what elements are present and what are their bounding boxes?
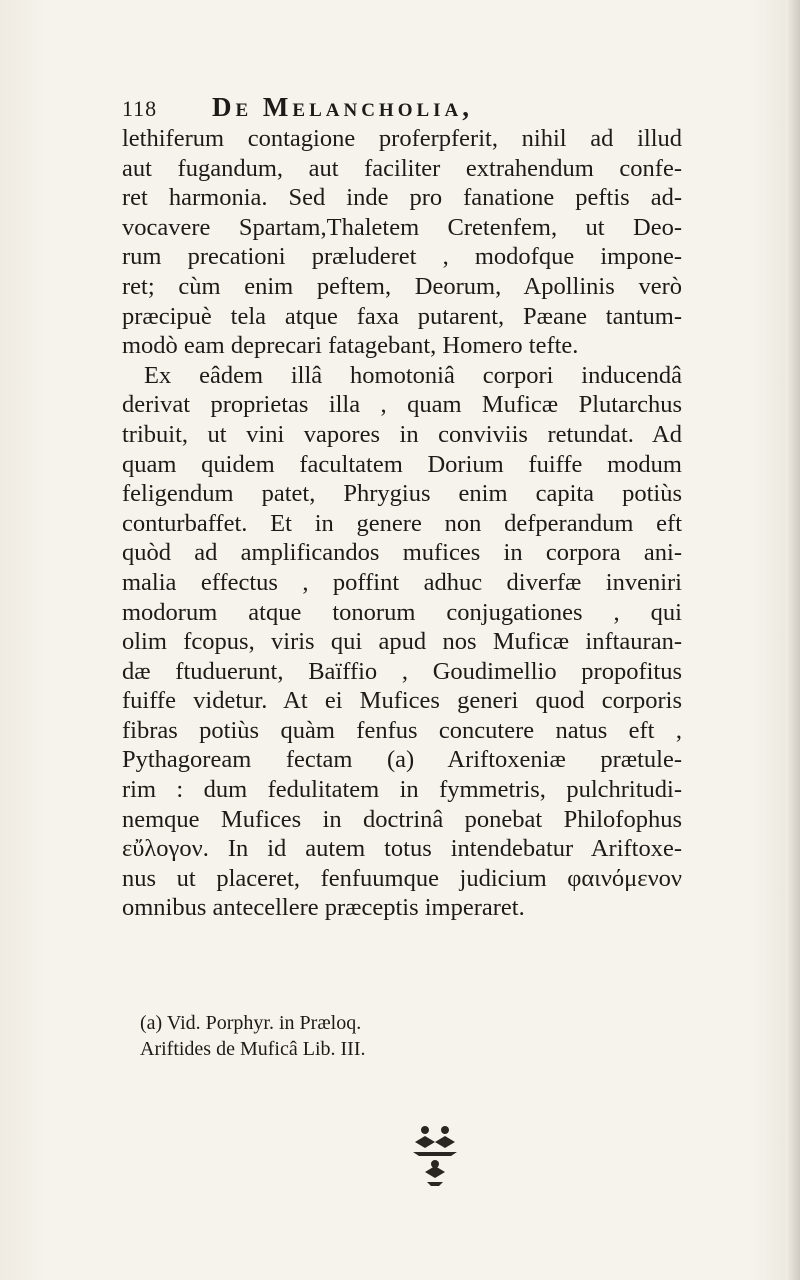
text-line: tribuit, ut vini vapores in conviviis retundat. Ad [122,420,682,448]
text-line: quòd ad amplificandos mufices in corpora ani- [122,539,682,567]
text-line: modò eam deprecari fatagebant, Homero tefte. [122,332,579,360]
text-line: nemque Mufices in doctrinâ ponebat Philofophus [122,805,682,833]
footnote [140,1010,660,1062]
text-line: omnibus antecellere præceptis imperaret. [122,894,525,922]
text-line: Ex eâdem illâ homotoniâ corpori inducendâ [144,361,682,389]
text-line: fuiffe videtur. At ei Mufices generi quod corporis [122,687,682,715]
running-title: De Melancholia, [212,92,474,122]
page-number: 118 [122,96,158,121]
text-line: ret harmonia. Sed inde pro fanatione peftis ad- [122,184,682,212]
text-line: vocavere Spartam,Thaletem Cretenfem, ut Deo- [122,213,682,241]
text-line: conturbaffet. Et in genere non defperandum eft [122,509,682,537]
text-line: dæ ftuduerunt, Baïffio , Goudimellio propofitus [122,657,682,685]
text-line: derivat proprietas illa , quam Muficæ Plutarchus [122,391,682,419]
footnote-line: Ariftides de Muficâ Lib. III. [140,1038,366,1060]
text-line: Pythagoream fectam (a) Ariftoxeniæ prætule- [122,746,682,774]
text-line: quam quidem facultatem Dorium fuiffe modum [122,450,682,478]
text-line: modorum atque tonorum conjugationes , qui [122,598,682,626]
text-line: malia effectus , poffint adhuc diverfæ inveniri [122,568,682,596]
text-line: feligendum patet, Phrygius enim capita potiùs [122,480,682,508]
text-line: nus ut placeret, fenfuumque judicium φαινόμενον [122,864,682,892]
text-line: rim : dum fedulitatem in fymmetris, pulchritudi- [122,776,682,804]
body-text [122,124,682,923]
text-line: fibras potiùs quàm fenfus concutere natus eft , [122,716,682,744]
page-edge [786,0,800,1280]
text-line: olim fcopus, viris qui apud nos Muficæ inftauran- [122,628,682,656]
fleuron-ornament-icon [395,1120,475,1190]
text-line: lethiferum contagione proferpferit, nihil ad illud [122,125,682,152]
text-line: aut fugandum, aut faciliter extrahendum confe- [122,154,682,182]
footnote-line: (a) Vid. Porphyr. in Præloq. [140,1012,362,1034]
text-line: præcipuè tela atque faxa putarent, Pæane tantum- [122,302,682,330]
page-header [122,92,682,126]
text-line: εὔλογον. In id autem totus intendebatur Ariftoxe- [122,835,682,863]
text-line: ret; cùm enim peftem, Deorum, Apollinis verò [122,272,682,300]
text-line: rum precationi præluderet , modofque impone- [122,243,682,271]
